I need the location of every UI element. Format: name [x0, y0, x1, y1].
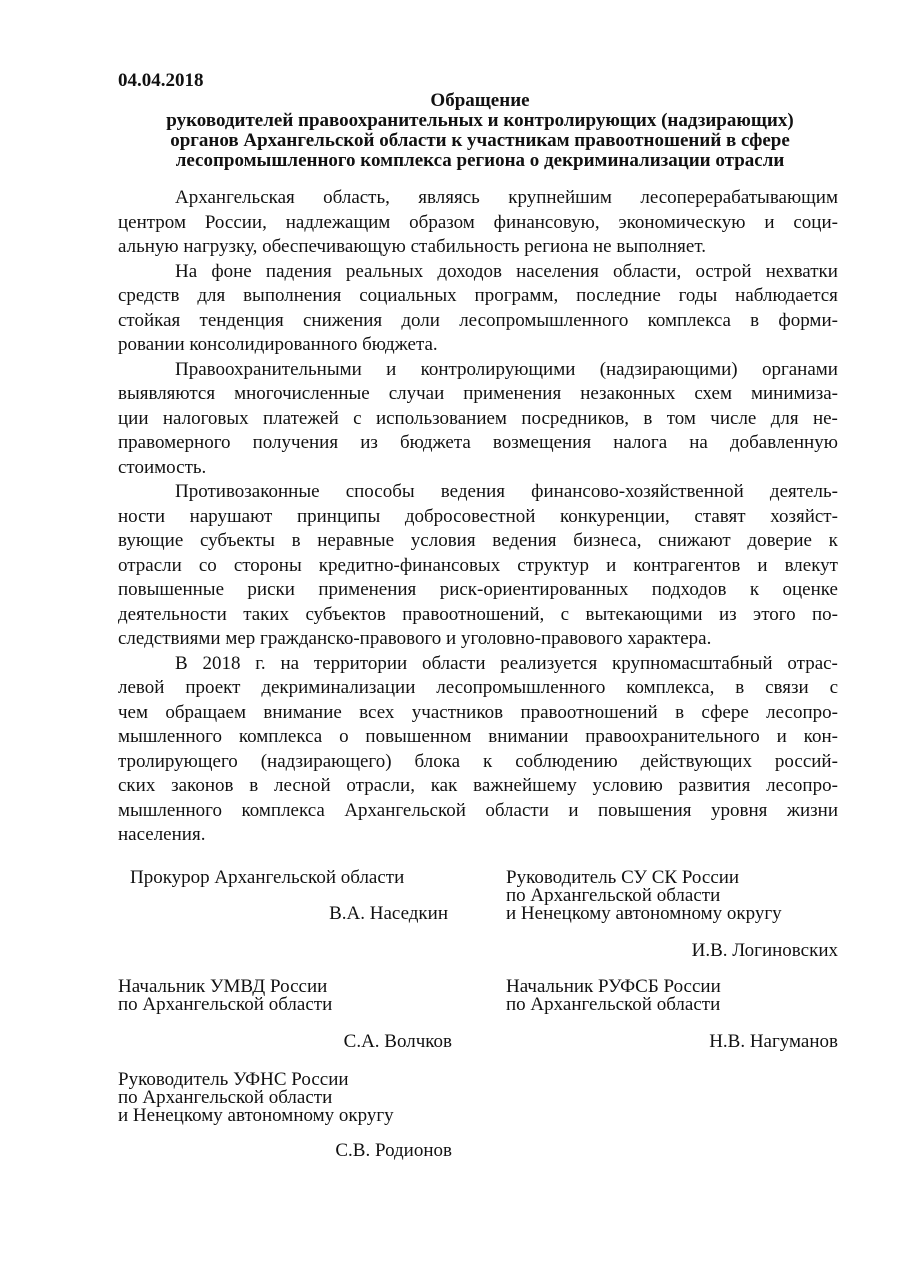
signatory-investigative-title: Руководитель СУ СК России по Архангельской области и Ненецкому автономному округу	[506, 867, 782, 924]
body-line: Правоохранительными и контролирующими (надзирающими) органами	[175, 358, 838, 380]
signatory-prosecutor-name: В.А. Наседкин	[329, 903, 448, 924]
document-heading	[118, 91, 842, 171]
body-line: тролирующего (надзирающего) блока к соблюдению действующих россий-	[118, 750, 838, 772]
signatory-fsb-name: Н.В. Нагуманов	[709, 1031, 838, 1052]
body-line: средств для выполнения социальных программ, последние годы наблюдается	[118, 285, 838, 306]
heading-line: руководителей правоохранительных и контролирующих (надзирающих)	[166, 110, 794, 131]
signatory-umvd-name: С.А. Волчков	[343, 1031, 452, 1052]
body-line: альную нагрузку, обеспечивающую стабильность региона не выполняет.	[118, 236, 706, 257]
body-line: правомерного получения из бюджета возмещения налога на добавленную	[118, 432, 838, 453]
body-line: следствиями мер гражданско-правового и уголовно-правового характера.	[118, 628, 712, 649]
signatory-prosecutor-title: Прокурор Архангельской области	[130, 867, 405, 888]
body-line: центром России, надлежащим образом финансовую, экономическую и соци-	[118, 211, 838, 233]
body-line: стоимость.	[118, 456, 207, 478]
body-line: мышленного комплекса о повышенном внимании правоохранительного и кон-	[118, 726, 838, 747]
signatory-tax-title: Руководитель УФНС России по Архангельской области и Ненецкому автономному округу	[118, 1069, 394, 1126]
body-line: В 2018 г. на территории области реализуется крупномасштабный отрас-	[175, 652, 838, 674]
body-line: чем обращаем внимание всех участников правоотношений в сфере лесопро-	[118, 701, 838, 723]
body-line: мышленного комплекса Архангельской области и повышения уровня жизни	[118, 799, 838, 821]
body-line: отрасли со стороны кредитно-финансовых структур и контрагентов и влекут	[118, 554, 838, 576]
body-line: повышенные риски применения риск-ориентированных подходов к оценке	[118, 579, 838, 600]
body-line: стойкая тенденция снижения доли лесопромышленного комплекса в форми-	[118, 309, 838, 331]
body-line: населения.	[118, 824, 206, 845]
heading-line: Обращение	[430, 90, 530, 111]
body-line: ности нарушают принципы добросовестной конкуренции, ставят хозяйст-	[118, 505, 838, 527]
body-line: деятельности таких субъектов правоотношений, с вытекающими из этого по-	[118, 603, 838, 625]
body-line: ских законов в лесной отрасли, как важнейшему условию развития лесопро-	[118, 775, 838, 796]
body-line: ровании консолидированного бюджета.	[118, 334, 438, 355]
heading-line: лесопромышленного комплекса региона о декриминализации отрасли	[175, 150, 785, 171]
signatory-umvd-title: Начальник УМВД России по Архангельской области	[118, 976, 333, 1015]
document-date: 04.04.2018	[118, 70, 204, 91]
body-line: левой проект декриминализации лесопромышленного комплекса, в связи с	[118, 677, 838, 698]
signatory-fsb-title: Начальник РУФСБ России по Архангельской области	[506, 976, 721, 1015]
body-line: Противозаконные способы ведения финансово-хозяйственной деятель-	[175, 481, 838, 502]
heading-line: органов Архангельской области к участникам правоотношений в сфере	[170, 130, 790, 151]
body-line: выявляются многочисленные случаи применения незаконных схем минимиза-	[118, 383, 838, 404]
signatory-investigative-name: И.В. Логиновских	[691, 940, 838, 961]
body-line: Архангельская область, являясь крупнейшим лесоперерабатывающим	[175, 187, 838, 208]
signatory-tax-name: С.В. Родионов	[335, 1140, 452, 1161]
document-body	[118, 186, 838, 848]
body-line: ции налоговых платежей с использованием посредников, в том числе для не-	[118, 407, 838, 429]
body-line: вующие субъекты в неравные условия ведения бизнеса, снижают доверие к	[118, 530, 838, 551]
body-line: На фоне падения реальных доходов населения области, острой нехватки	[175, 260, 838, 282]
